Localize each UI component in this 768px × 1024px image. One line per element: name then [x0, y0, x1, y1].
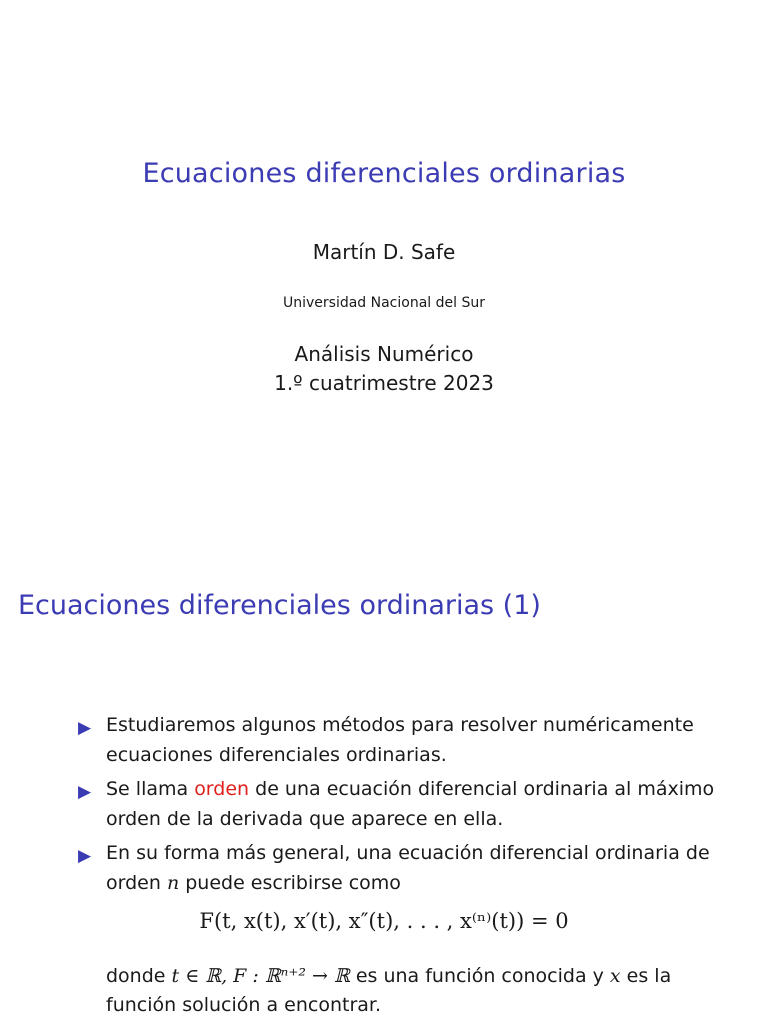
bullet-item [78, 838, 738, 898]
equation-explanation [106, 962, 726, 1020]
author-name: Martín D. Safe [312, 240, 456, 264]
explanation-text: es la función solución a encontrar. [106, 965, 672, 1016]
bullet-text-post: puede escribirse como [179, 872, 401, 894]
bullet-text-post: de una ecuación diferencial ordinaria al máximo orden de la derivada que aparece en ella. [106, 778, 715, 830]
math-inline: x [609, 965, 621, 987]
frame-title: Ecuaciones diferenciales ordinarias (1) [18, 590, 541, 621]
triangle-bullet-icon: ▶ [78, 846, 92, 866]
math-inline: t ∈ ℝ, F : ℝⁿ⁺² → ℝ [171, 965, 350, 987]
highlighted-term: orden [194, 778, 250, 800]
triangle-bullet-icon: ▶ [78, 782, 92, 802]
course-info [0, 340, 768, 398]
explanation-text: es una función conocida y [349, 965, 610, 987]
display-equation: F(t, x(t), x′(t), x″(t), . . . , x⁽ⁿ⁾(t)) = 0 [199, 909, 569, 933]
content-slide [0, 512, 768, 1024]
bullet-list [78, 710, 738, 902]
explanation-text: donde [106, 965, 172, 987]
bullet-text-pre: Se llama [106, 778, 195, 800]
math-variable: n [166, 872, 180, 894]
bullet-item [78, 710, 738, 770]
bullet-text: Estudiaremos algunos métodos para resolver numéricamente ecuaciones diferenciales ordinarias. [106, 714, 694, 766]
bullet-item [78, 774, 738, 834]
bullet-text-pre: En su forma más general, una ecuación diferencial ordinaria de orden [106, 842, 710, 894]
triangle-bullet-icon: ▶ [78, 718, 92, 738]
course-name: Análisis Numérico [294, 342, 474, 366]
presentation-title: Ecuaciones diferenciales ordinarias [142, 158, 626, 189]
institution: Universidad Nacional del Sur [282, 295, 485, 311]
course-term: 1.º cuatrimestre 2023 [274, 371, 494, 395]
